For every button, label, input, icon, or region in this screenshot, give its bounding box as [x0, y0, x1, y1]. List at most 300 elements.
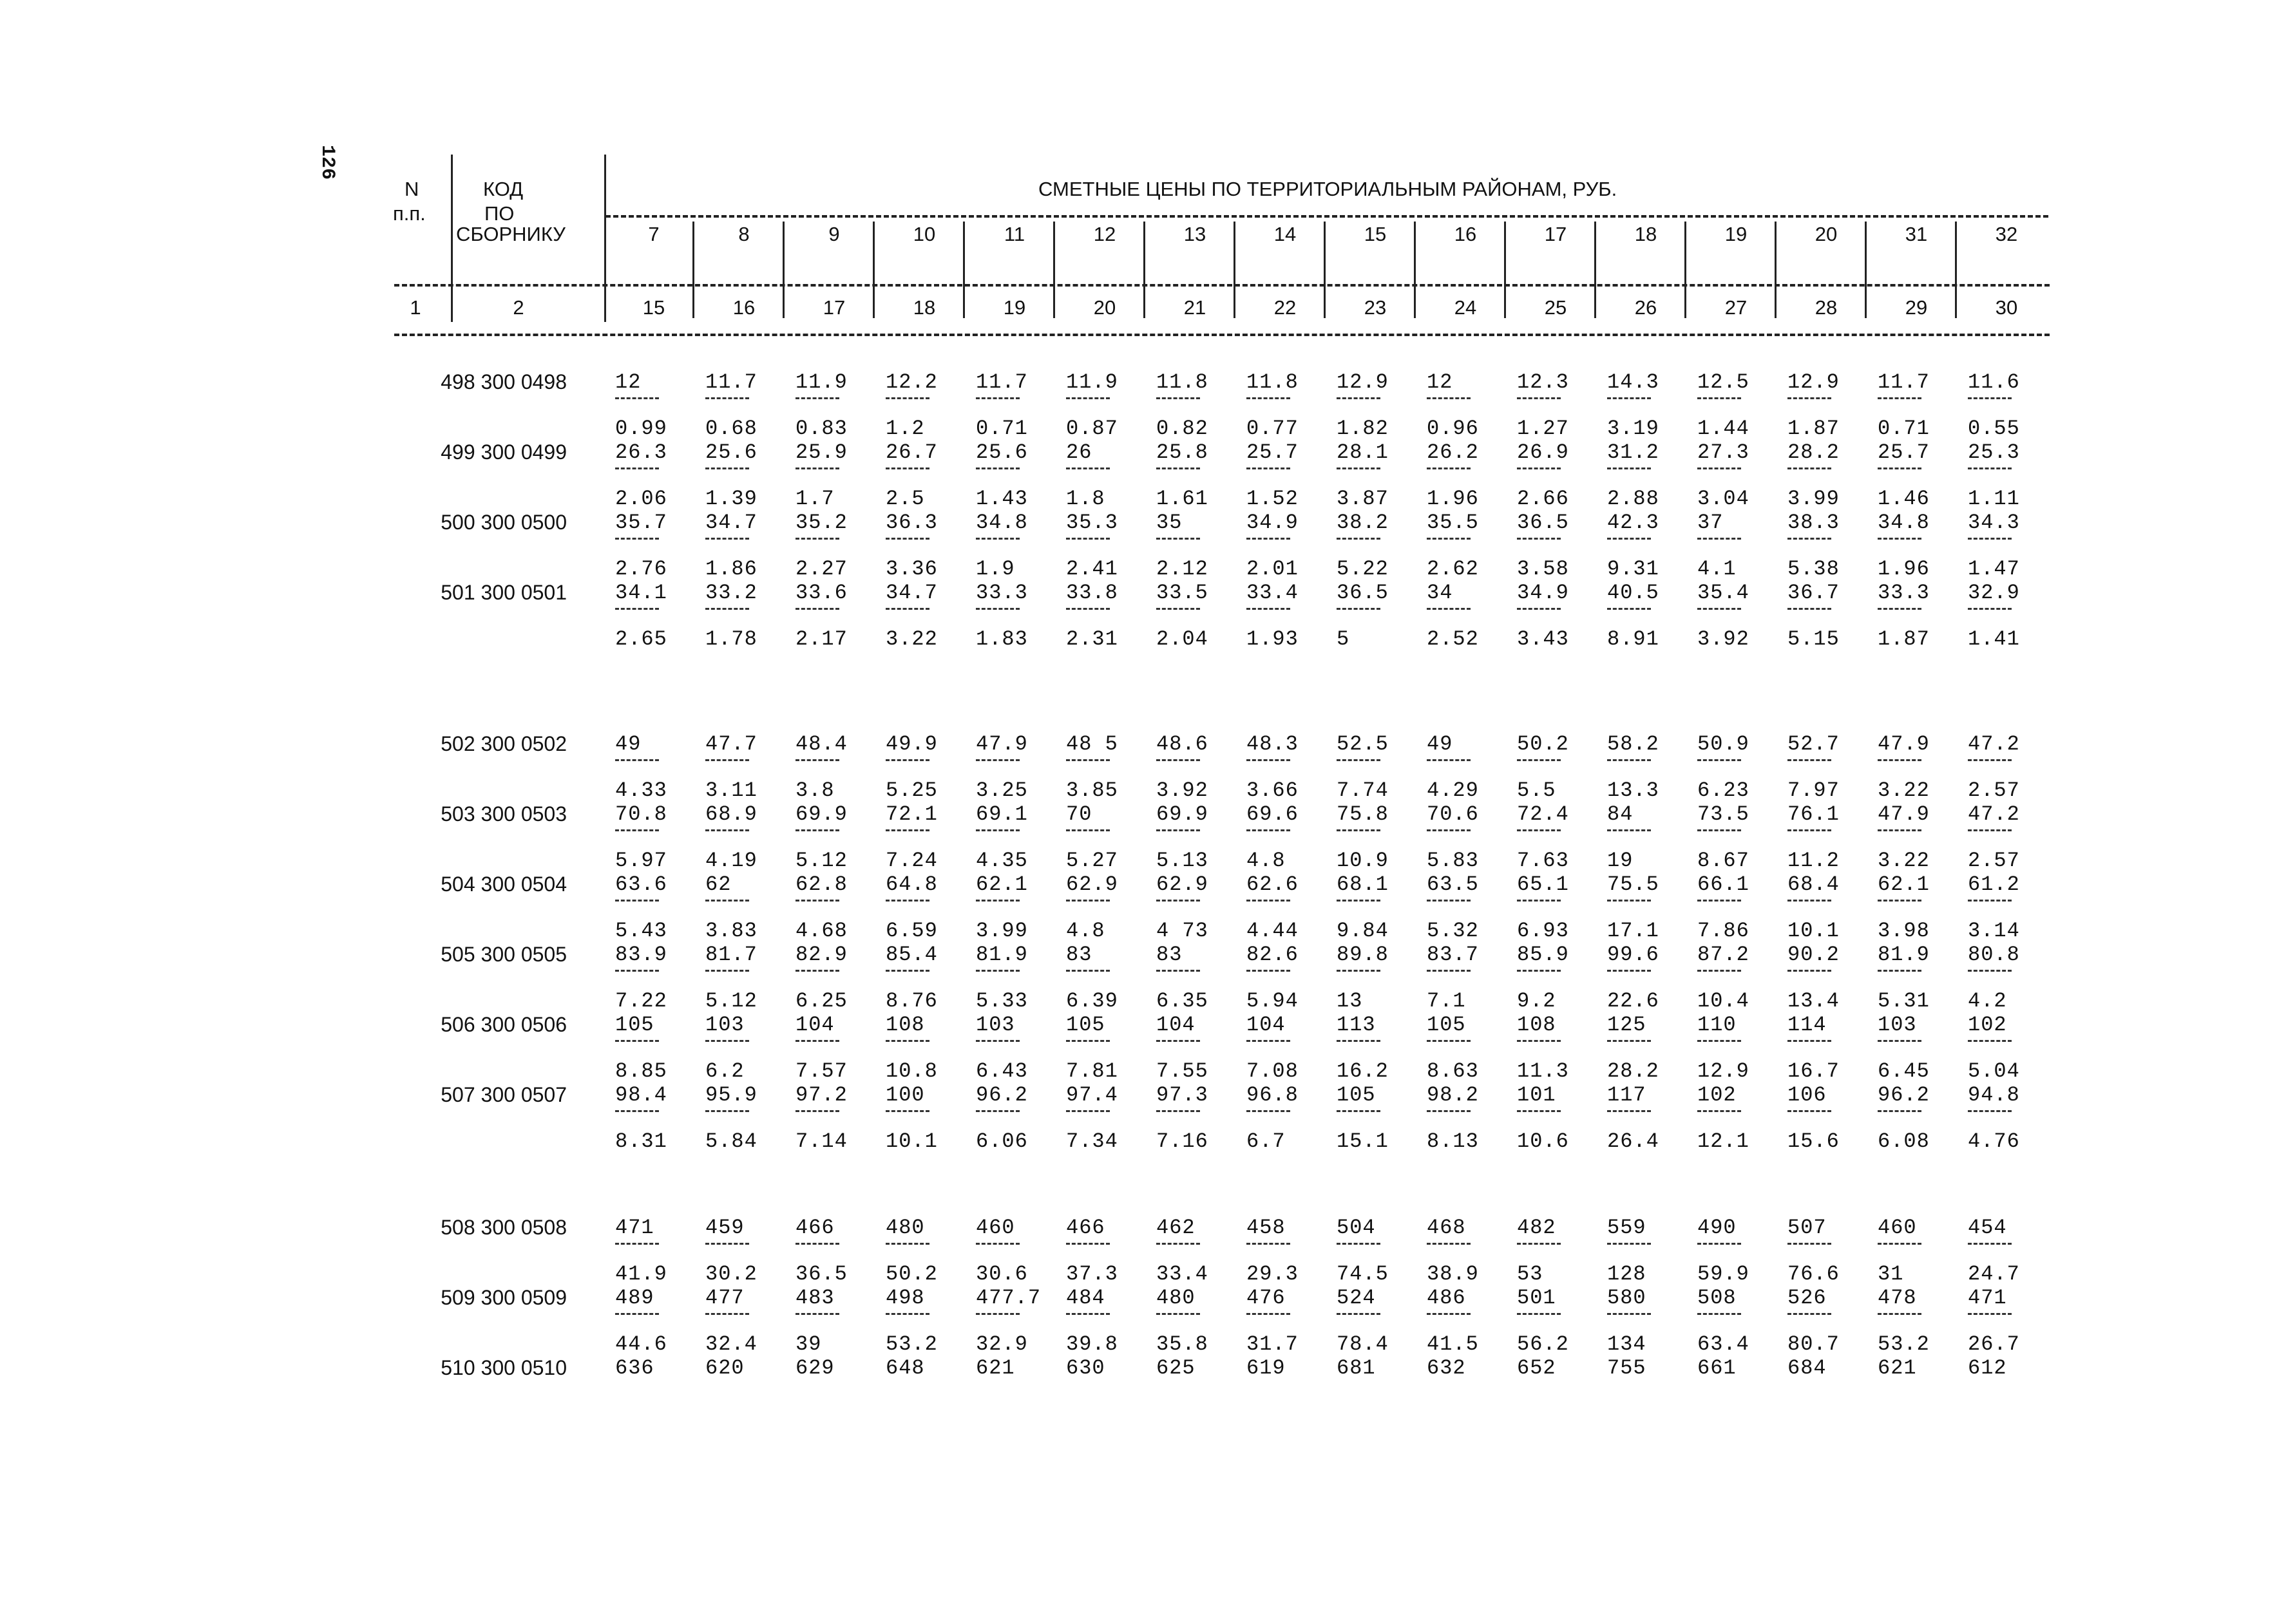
price-cell: 113 [1337, 1013, 1376, 1037]
fraction-bar [705, 397, 749, 399]
price-cell: 106 [1787, 1083, 1827, 1107]
price-cell: 7.81 [1066, 1059, 1118, 1083]
price-cell: 25.7 [1878, 440, 1930, 464]
fraction-bar [886, 397, 929, 399]
price-cell: 5.83 [1427, 848, 1479, 873]
price-cell: 83 [1156, 943, 1183, 967]
fraction-bar [1878, 467, 1921, 469]
header-col-sborniku: СБОРНИКУ [456, 223, 566, 245]
price-cell: 2.88 [1607, 486, 1659, 511]
price-cell: 10.4 [1697, 988, 1749, 1013]
price-cell: 3.11 [705, 778, 757, 802]
price-cell: 5 [1337, 627, 1350, 651]
price-cell: 0.55 [1968, 416, 2020, 440]
header-col-po: ПО [484, 202, 515, 225]
fraction-bar [1968, 397, 2012, 399]
fraction-bar [1246, 1243, 1290, 1245]
price-cell: 1.2 [886, 416, 925, 440]
price-cell: 6.43 [976, 1059, 1028, 1083]
row-label: 503 300 0503 [441, 802, 567, 826]
price-cell: 504 [1337, 1216, 1376, 1240]
price-cell: 3.92 [1697, 627, 1749, 651]
fraction-bar [976, 970, 1020, 972]
price-cell: 480 [1156, 1286, 1196, 1310]
price-cell: 10.8 [886, 1059, 938, 1083]
column-separator [1684, 222, 1686, 318]
price-cell: 33.2 [705, 581, 757, 605]
price-cell: 755 [1607, 1356, 1646, 1380]
price-cell: 33.3 [1878, 581, 1930, 605]
price-cell: 42.3 [1607, 511, 1659, 534]
price-cell: 83.7 [1427, 943, 1479, 967]
price-cell: 6.45 [1878, 1059, 1930, 1083]
price-cell: 2.5 [886, 486, 925, 511]
price-cell: 1.87 [1787, 416, 1840, 440]
fraction-bar [615, 970, 659, 972]
fraction-bar [886, 829, 929, 831]
price-cell: 526 [1787, 1286, 1827, 1310]
fraction-bar [1878, 1110, 1921, 1112]
fraction-bar [1517, 1040, 1561, 1042]
fraction-bar [615, 900, 659, 902]
price-cell: 47.9 [1878, 802, 1930, 826]
price-cell: 8.31 [615, 1129, 667, 1153]
price-cell: 39.8 [1066, 1332, 1118, 1356]
column-separator [1414, 222, 1416, 318]
column-index-cell: 23 [1364, 296, 1387, 319]
fraction-bar [1066, 608, 1110, 610]
price-cell: 490 [1697, 1216, 1737, 1240]
column-separator [783, 222, 785, 318]
price-cell: 2.04 [1156, 627, 1208, 651]
price-cell: 632 [1427, 1356, 1466, 1380]
price-cell: 2.57 [1968, 778, 2020, 802]
price-cell: 5.27 [1066, 848, 1118, 873]
price-cell: 8.76 [886, 988, 938, 1013]
price-cell: 53.2 [1878, 1332, 1930, 1356]
fraction-bar [796, 1313, 839, 1315]
fraction-bar [1607, 608, 1651, 610]
fraction-bar [976, 608, 1020, 610]
header-col-kod: КОД [483, 178, 524, 200]
fraction-bar [615, 829, 659, 831]
price-cell: 3.8 [796, 778, 835, 802]
price-cell: 0.82 [1156, 416, 1208, 440]
price-cell: 12.1 [1697, 1129, 1749, 1153]
price-cell: 7.14 [796, 1129, 848, 1153]
fraction-bar [1246, 1040, 1290, 1042]
price-cell: 2.17 [796, 627, 848, 651]
price-cell: 29.3 [1246, 1261, 1299, 1286]
fraction-bar [1787, 1040, 1831, 1042]
price-cell: 460 [1878, 1216, 1917, 1240]
fraction-bar [1427, 467, 1471, 469]
fraction-bar [615, 1110, 659, 1112]
column-separator [1775, 222, 1777, 318]
fraction-bar [1968, 1243, 2012, 1245]
row-label: 502 300 0502 [441, 732, 567, 755]
price-cell: 41.9 [615, 1261, 667, 1286]
price-cell: 96.8 [1246, 1083, 1299, 1107]
price-cell: 12.9 [1337, 370, 1389, 394]
price-cell: 28.2 [1607, 1059, 1659, 1083]
price-cell: 2.41 [1066, 556, 1118, 581]
price-cell: 52.7 [1787, 732, 1840, 756]
price-cell: 11.7 [1878, 370, 1930, 394]
fraction-bar [1517, 759, 1561, 761]
price-cell: 33.8 [1066, 581, 1118, 605]
fraction-bar [1517, 970, 1561, 972]
price-cell: 34.9 [1246, 511, 1299, 534]
price-cell: 661 [1697, 1356, 1737, 1380]
price-cell: 62.1 [976, 873, 1028, 896]
column-index-cell: 18 [913, 296, 936, 319]
price-cell: 684 [1787, 1356, 1827, 1380]
price-cell: 7.08 [1246, 1059, 1299, 1083]
fraction-bar [976, 538, 1020, 540]
price-cell: 105 [615, 1013, 654, 1037]
price-cell: 37 [1697, 511, 1724, 534]
price-cell: 12 [615, 370, 642, 394]
price-cell: 81.9 [1878, 943, 1930, 967]
fraction-bar [1066, 900, 1110, 902]
price-cell: 468 [1427, 1216, 1466, 1240]
price-cell: 24.7 [1968, 1261, 2020, 1286]
price-cell: 72.4 [1517, 802, 1569, 826]
price-cell: 498 [886, 1286, 925, 1310]
fraction-bar [615, 1313, 659, 1315]
header-rule-top [605, 215, 2048, 218]
fraction-bar [1337, 1040, 1380, 1042]
price-cell: 1.41 [1968, 627, 2020, 651]
price-cell: 6.7 [1246, 1129, 1286, 1153]
price-cell: 454 [1968, 1216, 2007, 1240]
fraction-bar [705, 970, 749, 972]
price-cell: 100 [886, 1083, 925, 1107]
price-cell: 16.2 [1337, 1059, 1389, 1083]
price-cell: 11.3 [1517, 1059, 1569, 1083]
price-cell: 103 [976, 1013, 1015, 1037]
fraction-bar [1968, 538, 2012, 540]
price-cell: 35.5 [1427, 511, 1479, 534]
fraction-bar [615, 608, 659, 610]
price-cell: 2.66 [1517, 486, 1569, 511]
column-index-cell: 28 [1815, 296, 1838, 319]
row-label: 501 300 0501 [441, 581, 567, 604]
fraction-bar [886, 538, 929, 540]
price-cell: 63.4 [1697, 1332, 1749, 1356]
column-index-left: 1 [410, 296, 421, 319]
fraction-bar [1517, 900, 1561, 902]
price-cell: 636 [615, 1356, 654, 1380]
price-cell: 1.82 [1337, 416, 1389, 440]
price-cell: 76.6 [1787, 1261, 1840, 1286]
price-cell: 620 [705, 1356, 745, 1380]
header-rule-mid [394, 284, 2050, 287]
fraction-bar [1066, 1313, 1110, 1315]
price-cell: 5.31 [1878, 988, 1930, 1013]
price-cell: 16.7 [1787, 1059, 1840, 1083]
price-cell: 5.33 [976, 988, 1028, 1013]
region-header-cell: 11 [1004, 223, 1025, 245]
price-cell: 104 [796, 1013, 835, 1037]
price-cell: 64.8 [886, 873, 938, 896]
price-cell: 7.1 [1427, 988, 1466, 1013]
fraction-bar [796, 1040, 839, 1042]
price-cell: 1.39 [705, 486, 757, 511]
fraction-bar [705, 608, 749, 610]
price-cell: 559 [1607, 1216, 1646, 1240]
price-cell: 36.5 [1337, 581, 1389, 605]
fraction-bar [1427, 970, 1471, 972]
fraction-bar [615, 759, 659, 761]
price-cell: 652 [1517, 1356, 1556, 1380]
fraction-bar [1787, 397, 1831, 399]
fraction-bar [1878, 1040, 1921, 1042]
price-cell: 48.6 [1156, 732, 1208, 756]
price-cell: 69.1 [976, 802, 1028, 826]
price-cell: 34.9 [1517, 581, 1569, 605]
fraction-bar [1517, 608, 1561, 610]
fraction-bar [1066, 467, 1110, 469]
price-cell: 476 [1246, 1286, 1286, 1310]
price-cell: 98.2 [1427, 1083, 1479, 1107]
price-cell: 5.5 [1517, 778, 1556, 802]
price-cell: 35.3 [1066, 511, 1118, 534]
price-cell: 2.57 [1968, 848, 2020, 873]
price-cell: 460 [976, 1216, 1015, 1240]
price-cell: 483 [796, 1286, 835, 1310]
fraction-bar [1156, 1040, 1200, 1042]
column-index-cell: 16 [732, 296, 756, 319]
price-cell: 8.85 [615, 1059, 667, 1083]
price-cell: 34.3 [1968, 511, 2020, 534]
price-cell: 5.25 [886, 778, 938, 802]
price-cell: 56.2 [1517, 1332, 1569, 1356]
price-cell: 36.5 [796, 1261, 848, 1286]
price-cell: 1.52 [1246, 486, 1299, 511]
fraction-bar [886, 900, 929, 902]
price-cell: 25.6 [705, 440, 757, 464]
fraction-bar [1337, 608, 1380, 610]
price-cell: 105 [1337, 1083, 1376, 1107]
fraction-bar [1517, 538, 1561, 540]
price-cell: 68.1 [1337, 873, 1389, 896]
price-cell: 102 [1697, 1083, 1737, 1107]
price-cell: 35.2 [796, 511, 848, 534]
price-cell: 13.3 [1607, 778, 1659, 802]
header-col-n: N [405, 178, 419, 200]
fraction-bar [1878, 759, 1921, 761]
fraction-bar [1787, 970, 1831, 972]
price-cell: 125 [1607, 1013, 1646, 1037]
fraction-bar [1427, 397, 1471, 399]
fraction-bar [1066, 538, 1110, 540]
price-cell: 70 [1066, 802, 1092, 826]
row-label: 504 300 0504 [441, 873, 567, 896]
price-cell: 34.7 [886, 581, 938, 605]
price-cell: 7.74 [1337, 778, 1389, 802]
price-cell: 4.68 [796, 918, 848, 943]
price-cell: 1.86 [705, 556, 757, 581]
fraction-bar [886, 608, 929, 610]
price-cell: 104 [1156, 1013, 1196, 1037]
price-cell: 648 [886, 1356, 925, 1380]
price-cell: 11.9 [796, 370, 848, 394]
price-cell: 3.22 [1878, 778, 1930, 802]
price-cell: 14.3 [1607, 370, 1659, 394]
fraction-bar [1968, 759, 2012, 761]
price-cell: 96.2 [976, 1083, 1028, 1107]
fraction-bar [1066, 829, 1110, 831]
price-cell: 47.9 [1878, 732, 1930, 756]
fraction-bar [1787, 759, 1831, 761]
price-cell: 507 [1787, 1216, 1827, 1240]
fraction-bar [976, 467, 1020, 469]
fraction-bar [1246, 467, 1290, 469]
price-cell: 28.1 [1337, 440, 1389, 464]
price-cell: 48.4 [796, 732, 848, 756]
price-cell: 7.97 [1787, 778, 1840, 802]
price-cell: 65.1 [1517, 873, 1569, 896]
column-separator [1504, 222, 1506, 318]
price-cell: 0.83 [796, 416, 848, 440]
price-cell: 2.62 [1427, 556, 1479, 581]
fraction-bar [1066, 759, 1110, 761]
row-label: 508 300 0508 [441, 1216, 567, 1239]
fraction-bar [1787, 1243, 1831, 1245]
price-cell: 33.4 [1246, 581, 1299, 605]
price-cell: 12.5 [1697, 370, 1749, 394]
price-cell: 26 [1066, 440, 1092, 464]
price-cell: 6.06 [976, 1129, 1028, 1153]
fraction-bar [1427, 829, 1471, 831]
price-cell: 484 [1066, 1286, 1105, 1310]
price-cell: 50.9 [1697, 732, 1749, 756]
price-cell: 478 [1878, 1286, 1917, 1310]
fraction-bar [976, 759, 1020, 761]
row-label: 500 300 0500 [441, 511, 567, 534]
fraction-bar [705, 900, 749, 902]
fraction-bar [1697, 1110, 1741, 1112]
price-cell: 471 [1968, 1286, 2007, 1310]
price-cell: 33.3 [976, 581, 1028, 605]
fraction-bar [796, 900, 839, 902]
price-cell: 8.67 [1697, 848, 1749, 873]
price-cell: 32.4 [705, 1332, 757, 1356]
fraction-bar [1066, 970, 1110, 972]
price-cell: 76.1 [1787, 802, 1840, 826]
column-index-cell: 29 [1905, 296, 1928, 319]
region-header-cell: 18 [1634, 223, 1657, 245]
price-cell: 10.1 [886, 1129, 938, 1153]
fraction-bar [1156, 1243, 1200, 1245]
fraction-bar [1337, 1110, 1380, 1112]
price-cell: 52.5 [1337, 732, 1389, 756]
price-cell: 458 [1246, 1216, 1286, 1240]
price-cell: 74.5 [1337, 1261, 1389, 1286]
fraction-bar [796, 759, 839, 761]
fraction-bar [1337, 1243, 1380, 1245]
price-cell: 4.19 [705, 848, 757, 873]
fraction-bar [1607, 1110, 1651, 1112]
price-cell: 1.27 [1517, 416, 1569, 440]
price-cell: 5.94 [1246, 988, 1299, 1013]
price-cell: 7.24 [886, 848, 938, 873]
fraction-bar [1968, 1110, 2012, 1112]
fraction-bar [886, 1040, 929, 1042]
column-index-cell: 22 [1273, 296, 1297, 319]
fraction-bar [886, 1243, 929, 1245]
fraction-bar [1246, 1110, 1290, 1112]
fraction-bar [1246, 900, 1290, 902]
price-cell: 477.7 [976, 1286, 1042, 1310]
price-cell: 110 [1697, 1013, 1737, 1037]
fraction-bar [1697, 1313, 1741, 1315]
region-header-cell: 9 [828, 223, 840, 245]
price-cell: 3.92 [1156, 778, 1208, 802]
price-cell: 32.9 [1968, 581, 2020, 605]
fraction-bar [1787, 608, 1831, 610]
price-cell: 69.9 [796, 802, 848, 826]
price-cell: 6.93 [1517, 918, 1569, 943]
region-header-cell: 16 [1454, 223, 1477, 245]
fraction-bar [796, 1110, 839, 1112]
fraction-bar [1697, 759, 1741, 761]
price-cell: 40.5 [1607, 581, 1659, 605]
fraction-bar [1607, 467, 1651, 469]
fraction-bar [1878, 538, 1921, 540]
price-cell: 11.7 [705, 370, 757, 394]
price-cell: 6.35 [1156, 988, 1208, 1013]
price-cell: 39 [796, 1332, 822, 1356]
price-cell: 10.6 [1517, 1129, 1569, 1153]
price-cell: 82.6 [1246, 943, 1299, 967]
price-cell: 629 [796, 1356, 835, 1380]
fraction-bar [705, 759, 749, 761]
fraction-bar [1156, 608, 1200, 610]
column-index-cell: 26 [1634, 296, 1657, 319]
column-index-cell: 24 [1454, 296, 1477, 319]
fraction-bar [1517, 829, 1561, 831]
fraction-bar [615, 538, 659, 540]
fraction-bar [1787, 1110, 1831, 1112]
price-cell: 17.1 [1607, 918, 1659, 943]
price-cell: 0.96 [1427, 416, 1479, 440]
price-cell: 26.9 [1517, 440, 1569, 464]
price-cell: 25.9 [796, 440, 848, 464]
price-cell: 8.91 [1607, 627, 1659, 651]
fraction-bar [1337, 1313, 1380, 1315]
fraction-bar [796, 1243, 839, 1245]
price-cell: 4.35 [976, 848, 1028, 873]
price-cell: 19 [1607, 848, 1634, 873]
price-cell: 87.2 [1697, 943, 1749, 967]
price-cell: 8.63 [1427, 1059, 1479, 1083]
fraction-bar [886, 970, 929, 972]
price-cell: 41.5 [1427, 1332, 1479, 1356]
fraction-bar [796, 608, 839, 610]
fraction-bar [1878, 608, 1921, 610]
region-header-cell: 32 [1995, 223, 2018, 245]
row-label: 498 300 0498 [441, 370, 567, 393]
price-cell: 97.4 [1066, 1083, 1118, 1107]
price-cell: 477 [705, 1286, 745, 1310]
price-cell: 1.61 [1156, 486, 1208, 511]
price-cell: 3.83 [705, 918, 757, 943]
price-cell: 3.43 [1517, 627, 1569, 651]
price-cell: 83.9 [615, 943, 667, 967]
